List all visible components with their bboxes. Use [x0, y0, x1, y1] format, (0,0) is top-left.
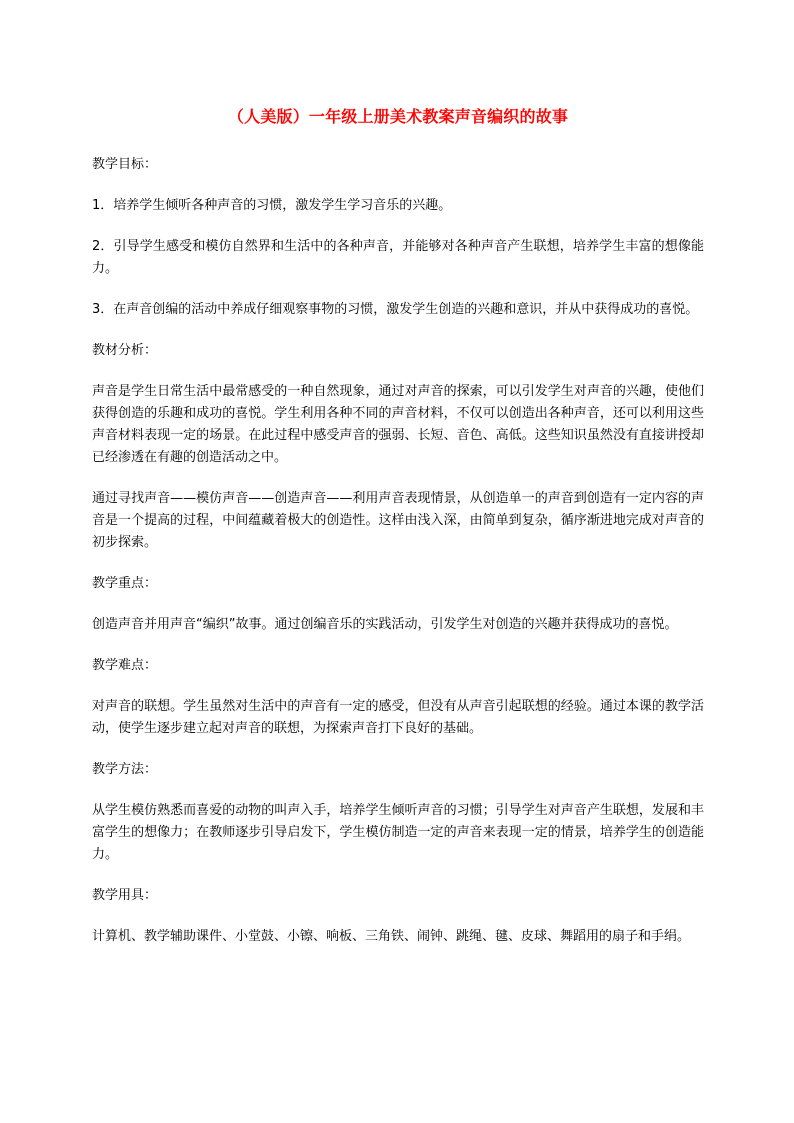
- difficulty-heading: 教学难点：: [92, 658, 158, 673]
- goals-heading: 教学目标：: [92, 157, 158, 172]
- document-page: [92, 106, 704, 967]
- key-points-heading: 教学重点：: [92, 576, 158, 591]
- method-heading: 教学方法：: [92, 762, 158, 777]
- tools-text: 计算机、教学辅助课件、小堂鼓、小镲、响板、三角铁、闹钟、跳绳、毽、皮球、舞蹈用的扇子和手绢。: [92, 929, 691, 944]
- difficulty-text: 对声音的联想。学生虽然对生活中的声音有一定的感受，但没有从声音引起联想的经验。通过本课的教学活动，使学生逐步建立起对声音的联想，为探索声音打下良好的基础。: [92, 699, 704, 736]
- analysis-paragraph-2: 通过寻找声音——模仿声音——创造声音——利用声音表现情景，从创造单一的声音到创造有一定内容的声音是一个提高的过程，中间蕴藏着极大的创造性。这样由浅入深，由简单到复杂，循序渐进地完成对声音的初步探索。: [92, 491, 704, 550]
- tools-heading: 教学用具：: [92, 888, 158, 903]
- document-title: （人美版）一年级上册美术教案声音编织的故事: [227, 107, 569, 126]
- goal-1: 1．培养学生倾听各种声音的习惯，激发学生学习音乐的兴趣。: [92, 198, 452, 213]
- goal-2: 2．引导学生感受和模仿自然界和生活中的各种声音，并能够对各种声音产生联想，培养学生丰富的想像能力。: [92, 239, 704, 276]
- method-text: 从学生模仿熟悉而喜爱的动物的叫声入手，培养学生倾听声音的习惯；引导学生对声音产生联想，发展和丰富学生的想像力；在教师逐步引导启发下，学生模仿制造一定的声音来表现一定的情景，培养学生的创造能力。: [92, 803, 704, 862]
- key-points-text: 创造声音并用声音“编织”故事。通过创编音乐的实践活动，引发学生对创造的兴趣并获得成功的喜悦。: [92, 617, 678, 632]
- goal-3: 3．在声音创编的活动中养成仔细观察事物的习惯，激发学生创造的兴趣和意识，并从中获得成功的喜悦。: [92, 302, 699, 317]
- analysis-paragraph-1: 声音是学生日常生活中最常感受的一种自然现象，通过对声音的探索，可以引发学生对声音的兴趣，使他们获得创造的乐趣和成功的喜悦。学生利用各种不同的声音材料，不仅可以创造出各种声音，还可以利用这些声音材料表现一定的场景。在此过程中感受声音的强弱、长短、音色、高低。这些知识虽然没有直接讲授却已经渗透在有趣的创造活动之中。: [92, 384, 704, 465]
- analysis-heading: 教材分析：: [92, 343, 158, 358]
